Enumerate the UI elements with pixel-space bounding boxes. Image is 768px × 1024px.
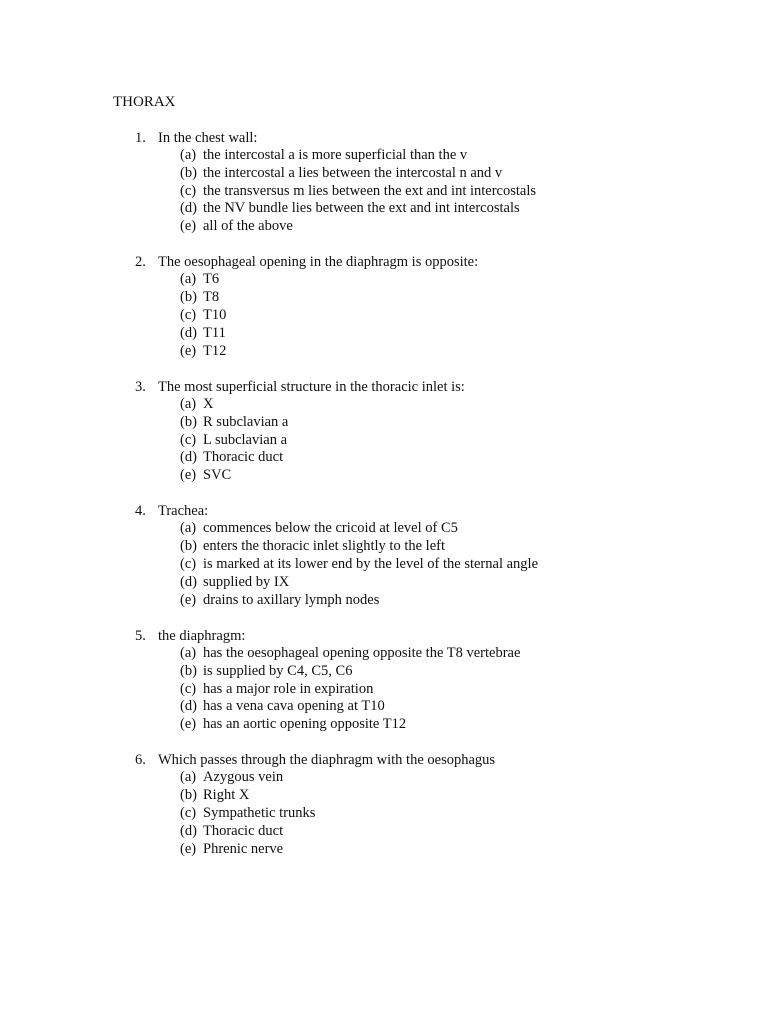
option-letter: (d) [180,200,197,217]
question-stem [0,253,768,271]
option-letter: (d) [180,449,197,466]
option-letter: (b) [180,164,197,181]
answer-option [0,538,768,556]
question-stem [0,502,768,520]
option-letter: (b) [180,787,197,804]
option-letter: (e) [180,467,197,484]
option-letter: (c) [180,182,197,199]
option-letter: (a) [180,147,197,163]
option-text: T11 [203,324,226,341]
question-text: The most superficial structure in the thoracic inlet is: [158,378,465,395]
answer-option [0,414,768,432]
question-number: 2. [135,254,146,271]
option-text: Phrenic nerve [203,840,284,857]
option-letter: (b) [180,413,197,430]
option-text: the intercostal a is more superficial than the v [203,147,468,163]
option-text: has an aortic opening opposite T12 [203,716,407,733]
option-text: the NV bundle lies between the ext and int intercostals [203,200,520,217]
option-text: the intercostal a lies between the intercostal n and v [203,164,503,181]
option-text: X [203,395,214,412]
document-title: THORAX [113,94,176,110]
question-number: 5. [135,627,146,644]
question-number: 3. [135,378,146,395]
option-text: has a vena cava opening at T10 [203,698,385,715]
option-text: the transversus m lies between the ext and int intercostals [203,182,537,199]
option-text: L subclavian a [203,431,288,448]
answer-option [0,449,768,467]
option-text: drains to axillary lymph nodes [203,591,380,608]
question-item [0,253,768,360]
question-item [0,378,768,485]
option-text: enters the thoracic inlet slightly to the left [203,538,445,555]
answer-option [0,325,768,343]
answer-option [0,165,768,183]
answer-option [0,467,768,485]
question-number: 1. [135,130,146,146]
option-letter: (e) [180,840,197,857]
option-text: has a major role in expiration [203,680,374,697]
option-text: Thoracic duct [203,822,284,839]
option-letter: (c) [180,680,197,697]
answer-option [0,805,768,823]
option-letter: (d) [180,698,197,715]
option-text: SVC [203,467,232,484]
option-letter: (e) [180,218,197,235]
answer-option [0,592,768,610]
option-letter: (c) [180,556,197,573]
option-text: R subclavian a [203,413,289,430]
option-letter: (d) [180,822,197,839]
option-letter: (a) [180,644,197,661]
option-text: T10 [203,307,227,324]
answer-option [0,698,768,716]
answer-option [0,787,768,805]
question-stem [0,378,768,396]
question-item [0,129,768,236]
option-letter: (b) [180,662,197,679]
option-text: Azygous vein [203,769,284,786]
option-letter: (b) [180,538,197,555]
question-item [0,627,768,734]
option-text: commences below the cricoid at level of C5 [203,520,458,537]
question-text: The oesophageal opening in the diaphragm is opposite: [158,254,479,271]
option-text: Sympathetic trunks [203,805,316,822]
answer-option [0,769,768,787]
option-letter: (b) [180,289,197,306]
option-text: has the oesophageal opening opposite the T8 vertebrae [203,644,521,661]
option-text: T12 [203,342,227,359]
answer-option [0,556,768,574]
option-text: Thoracic duct [203,449,284,466]
answer-option [0,716,768,734]
answer-option [0,823,768,841]
option-text: all of the above [203,218,293,235]
answer-option [0,307,768,325]
answer-option [0,432,768,450]
option-text: supplied by IX [203,573,290,590]
question-text: the diaphragm: [158,627,246,644]
option-letter: (a) [180,395,197,412]
option-letter: (a) [180,520,197,537]
answer-option [0,271,768,289]
question-list [0,129,768,876]
answer-option [0,343,768,361]
question-number: 4. [135,503,146,520]
option-letter: (d) [180,573,197,590]
option-letter: (a) [180,769,197,786]
option-letter: (a) [180,271,197,288]
option-letter: (e) [180,716,197,733]
answer-option [0,183,768,201]
answer-option [0,574,768,592]
answer-option [0,645,768,663]
question-stem [0,627,768,645]
answer-option [0,147,768,165]
option-letter: (c) [180,307,197,324]
question-number: 6. [135,752,146,769]
answer-option [0,218,768,236]
question-item [0,751,768,858]
option-text: T8 [203,289,220,306]
option-letter: (e) [180,342,197,359]
option-text: T6 [203,271,220,288]
answer-option [0,200,768,218]
option-letter: (c) [180,805,197,822]
question-text: In the chest wall: [158,130,258,146]
option-text: Right X [203,787,250,804]
question-text: Which passes through the diaphragm with the oesophagus [158,752,496,769]
question-stem [0,129,768,147]
option-letter: (e) [180,591,197,608]
answer-option [0,520,768,538]
answer-option [0,289,768,307]
option-text: is marked at its lower end by the level of the sternal angle [203,556,539,573]
question-stem [0,751,768,769]
answer-option [0,396,768,414]
answer-option [0,681,768,699]
answer-option [0,663,768,681]
question-text: Trachea: [158,503,209,520]
option-text: is supplied by C4, C5, C6 [203,662,353,679]
question-item [0,502,768,609]
option-letter: (d) [180,324,197,341]
option-letter: (c) [180,431,197,448]
answer-option [0,841,768,859]
